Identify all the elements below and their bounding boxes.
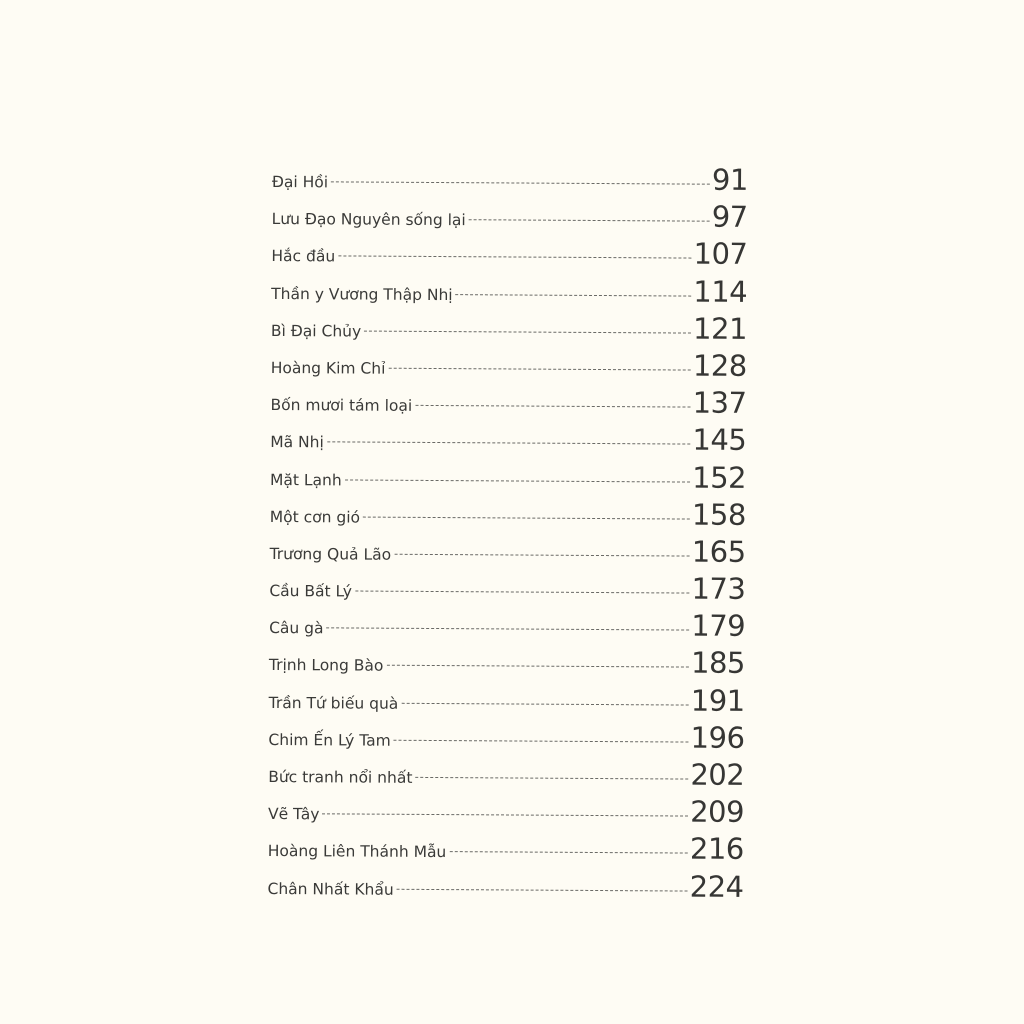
toc-entry: [272, 197, 748, 237]
toc-entry: [272, 160, 748, 200]
dotted-leader: [338, 256, 691, 259]
toc-entry: [270, 495, 746, 535]
toc-entry-title: Mã Nhị: [270, 433, 324, 452]
dotted-leader: [331, 181, 710, 184]
toc-entry-title: Trịnh Long Bào: [268, 656, 384, 676]
toc-entry-page-number: 202: [690, 757, 745, 792]
toc-entry-page-number: 114: [693, 274, 748, 309]
dotted-leader: [456, 294, 692, 296]
dotted-leader: [394, 740, 689, 743]
toc-entry-page-number: 107: [693, 236, 748, 272]
toc-entry: [270, 532, 746, 572]
toc-entry-title: Mặt Lạnh: [269, 470, 342, 489]
toc-entry-page-number: 165: [691, 534, 746, 569]
toc-entry-title: Bức tranh nổi nhất: [268, 767, 413, 787]
toc-entry-page-number: 145: [692, 422, 747, 458]
dotted-leader: [327, 442, 691, 445]
toc-entry-page-number: 128: [692, 348, 747, 383]
toc-entry-title: Hoàng Liên Thánh Mẫu: [267, 842, 447, 862]
dotted-leader: [386, 665, 689, 668]
dotted-leader: [401, 702, 689, 705]
toc-entry-title: Bì Đại Chủy: [270, 321, 362, 341]
dotted-leader: [363, 516, 690, 519]
toc-entry-page-number: 191: [690, 683, 745, 718]
toc-entry-page-number: 216: [689, 831, 744, 867]
toc-entry: [269, 569, 745, 609]
dotted-leader: [415, 777, 688, 780]
toc-entry: [269, 681, 745, 721]
toc-entry-title: Một cơn gió: [269, 507, 361, 527]
dotted-leader: [388, 368, 690, 371]
dotted-leader: [469, 219, 710, 221]
toc-entry-page-number: 185: [690, 646, 746, 681]
toc-entry-title: Chân Nhất Khẩu: [267, 879, 394, 899]
toc-entry: [271, 346, 747, 386]
toc-entry-title: Trần Tứ biếu quà: [268, 693, 399, 713]
toc-entry-page-number: 91: [711, 162, 748, 197]
toc-entry-title: Hoàng Kim Chỉ: [270, 358, 386, 378]
toc-entry-page-number: 97: [711, 199, 748, 235]
toc-entry: [271, 234, 747, 274]
toc-entry-page-number: 209: [690, 794, 745, 830]
toc-entry: [270, 420, 746, 460]
toc-entry-page-number: 158: [691, 497, 746, 532]
toc-entry: [271, 309, 747, 349]
toc-entry-page-number: 152: [692, 460, 747, 495]
toc-entry-page-number: 121: [693, 311, 748, 346]
toc-entry: [268, 718, 744, 758]
toc-entry-page-number: 196: [690, 720, 745, 755]
toc-entry-page-number: 137: [692, 385, 747, 421]
toc-entry: [269, 643, 745, 683]
dotted-leader: [397, 888, 688, 891]
dotted-leader: [327, 628, 690, 631]
toc-entry: [271, 272, 747, 312]
toc-entry-title: Lưu Đạo Nguyên sống lại: [271, 210, 466, 230]
toc-entry: [270, 457, 746, 497]
dotted-leader: [355, 591, 690, 594]
toc-entry: [268, 792, 744, 832]
toc-entry-title: Đại Hồi: [271, 172, 329, 192]
dotted-leader: [415, 405, 690, 408]
dotted-leader: [449, 851, 688, 853]
table-of-contents: [267, 160, 748, 907]
toc-entry-page-number: 173: [691, 571, 746, 606]
toc-entry: [268, 829, 744, 869]
toc-entry-title: Câu gà: [269, 619, 324, 638]
dotted-leader: [322, 814, 688, 817]
toc-entry-title: Hắc đầu: [271, 247, 336, 266]
toc-entry-title: Cầu Bất Lý: [269, 582, 353, 601]
toc-entry-title: Vẽ Tây: [267, 805, 320, 824]
dotted-leader: [364, 330, 691, 333]
toc-entry-title: Chim Ến Lý Tam: [268, 730, 391, 750]
toc-entry-title: Trương Quả Lão: [269, 544, 392, 564]
toc-entry: [268, 755, 744, 795]
dotted-leader: [345, 479, 690, 482]
toc-entry: [269, 606, 745, 646]
toc-entry-title: Bốn mươi tám loại: [270, 396, 413, 415]
toc-entry: [270, 383, 746, 423]
toc-entry-title: Thần y Vương Thập Nhị: [271, 284, 453, 304]
toc-entry-page-number: 224: [689, 869, 744, 904]
toc-entry-page-number: 179: [691, 608, 746, 644]
toc-entry: [267, 867, 743, 907]
dotted-leader: [394, 554, 690, 557]
